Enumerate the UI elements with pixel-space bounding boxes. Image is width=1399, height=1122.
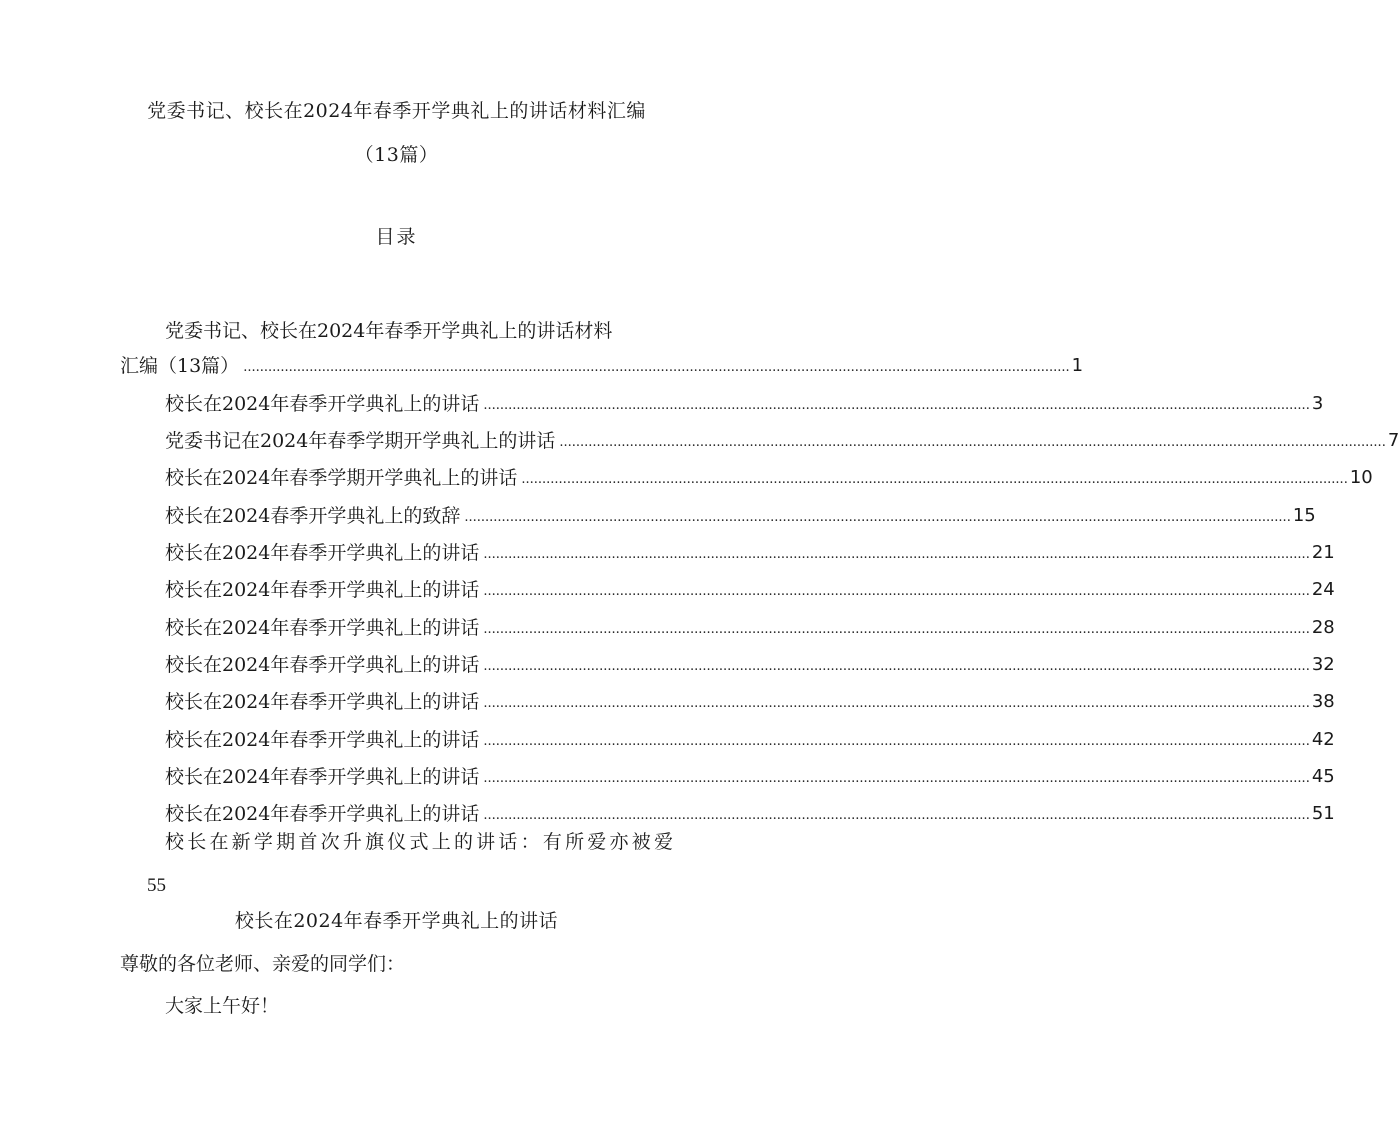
toc-entry-5[interactable] xyxy=(165,502,1316,530)
document-title-count: （13篇） xyxy=(354,144,439,166)
speech-salutation: 尊敬的各位老师、亲爱的同学们： xyxy=(120,953,406,975)
toc-leader-dots: ........................................................................................................................................................................................................ xyxy=(483,622,1310,637)
toc-leader-dots: ........................................................................................................................................................................................................ xyxy=(243,360,1070,375)
toc-entry-text: 校长在2024年春季开学典礼上的讲话 xyxy=(165,617,480,639)
toc-entry-6[interactable] xyxy=(165,539,1335,567)
toc-leader-dots: ........................................................................................................................................................................................................ xyxy=(559,435,1386,450)
toc-entry-7[interactable] xyxy=(165,576,1335,604)
toc-entry-text: 校长在2024年春季开学典礼上的讲话 xyxy=(165,691,480,713)
toc-page-number: 45 xyxy=(1311,766,1335,787)
toc-page-number: 32 xyxy=(1311,654,1335,675)
toc-entry-8[interactable] xyxy=(165,614,1335,642)
toc-entry-13[interactable] xyxy=(165,800,1335,828)
toc-leader-dots: ........................................................................................................................................................................................................ xyxy=(483,734,1310,749)
toc-leader-dots: ........................................................................................................................................................................................................ xyxy=(483,398,1310,413)
toc-entry-1[interactable] xyxy=(120,352,1084,380)
toc-entry-10[interactable] xyxy=(165,688,1335,716)
toc-entry-14-page-number[interactable]: 55 xyxy=(147,875,166,896)
toc-page-number: 1 xyxy=(1071,355,1084,376)
toc-entry-4[interactable] xyxy=(165,464,1373,492)
toc-entry-9[interactable] xyxy=(165,651,1335,679)
toc-heading: 目录 xyxy=(375,226,418,248)
toc-entry-text: 校长在2024年春季开学典礼上的讲话 xyxy=(165,579,480,601)
toc-entry-text: 汇编（13篇） xyxy=(120,355,240,377)
toc-page-number: 10 xyxy=(1349,467,1373,488)
toc-leader-dots: ........................................................................................................................................................................................................ xyxy=(464,510,1291,525)
toc-entry-text: 校长在2024年春季开学典礼上的讲话 xyxy=(165,729,480,751)
toc-entry-text: 党委书记在2024年春季学期开学典礼上的讲话 xyxy=(165,430,556,452)
toc-page-number: 21 xyxy=(1311,542,1335,563)
toc-page-number: 15 xyxy=(1292,505,1316,526)
toc-page-number: 24 xyxy=(1311,579,1335,600)
toc-page-number: 38 xyxy=(1311,691,1335,712)
toc-page-number: 42 xyxy=(1311,729,1335,750)
toc-leader-dots: ........................................................................................................................................................................................................ xyxy=(483,808,1310,823)
toc-entry-1-line1[interactable]: 党委书记、校长在2024年春季开学典礼上的讲话材料 xyxy=(165,320,613,342)
toc-leader-dots: ........................................................................................................................................................................................................ xyxy=(483,547,1310,562)
toc-page-number: 3 xyxy=(1311,393,1324,414)
toc-entry-12[interactable] xyxy=(165,763,1335,791)
toc-entry-14-line1[interactable]: 校长在新学期首次升旗仪式上的讲话：有所爱亦被爱 xyxy=(165,831,673,853)
speech-greeting: 大家上午好！ xyxy=(165,995,280,1017)
toc-leader-dots: ........................................................................................................................................................................................................ xyxy=(521,472,1348,487)
section-title: 校长在2024年春季开学典礼上的讲话 xyxy=(234,910,559,932)
toc-entry-text: 校长在2024年春季开学典礼上的讲话 xyxy=(165,654,480,676)
toc-leader-dots: ........................................................................................................................................................................................................ xyxy=(483,659,1310,674)
toc-page-number: 7 xyxy=(1387,430,1399,451)
toc-leader-dots: ........................................................................................................................................................................................................ xyxy=(483,771,1310,786)
toc-leader-dots: ........................................................................................................................................................................................................ xyxy=(483,584,1310,599)
toc-entry-3[interactable] xyxy=(165,427,1399,455)
toc-page-number: 28 xyxy=(1311,617,1335,638)
toc-entry-2[interactable] xyxy=(165,390,1324,418)
toc-entry-text: 校长在2024春季开学典礼上的致辞 xyxy=(165,505,461,527)
toc-entry-text: 校长在2024年春季学期开学典礼上的讲话 xyxy=(165,467,518,489)
toc-entry-text: 校长在2024年春季开学典礼上的讲话 xyxy=(165,542,480,564)
toc-entry-text: 校长在2024年春季开学典礼上的讲话 xyxy=(165,766,480,788)
document-title: 党委书记、校长在2024年春季开学典礼上的讲话材料汇编 xyxy=(147,100,646,122)
toc-entry-11[interactable] xyxy=(165,726,1335,754)
toc-entry-text: 校长在2024年春季开学典礼上的讲话 xyxy=(165,803,480,825)
toc-entry-text: 校长在2024年春季开学典礼上的讲话 xyxy=(165,393,480,415)
toc-leader-dots: ........................................................................................................................................................................................................ xyxy=(483,696,1310,711)
toc-page-number: 51 xyxy=(1311,803,1335,824)
